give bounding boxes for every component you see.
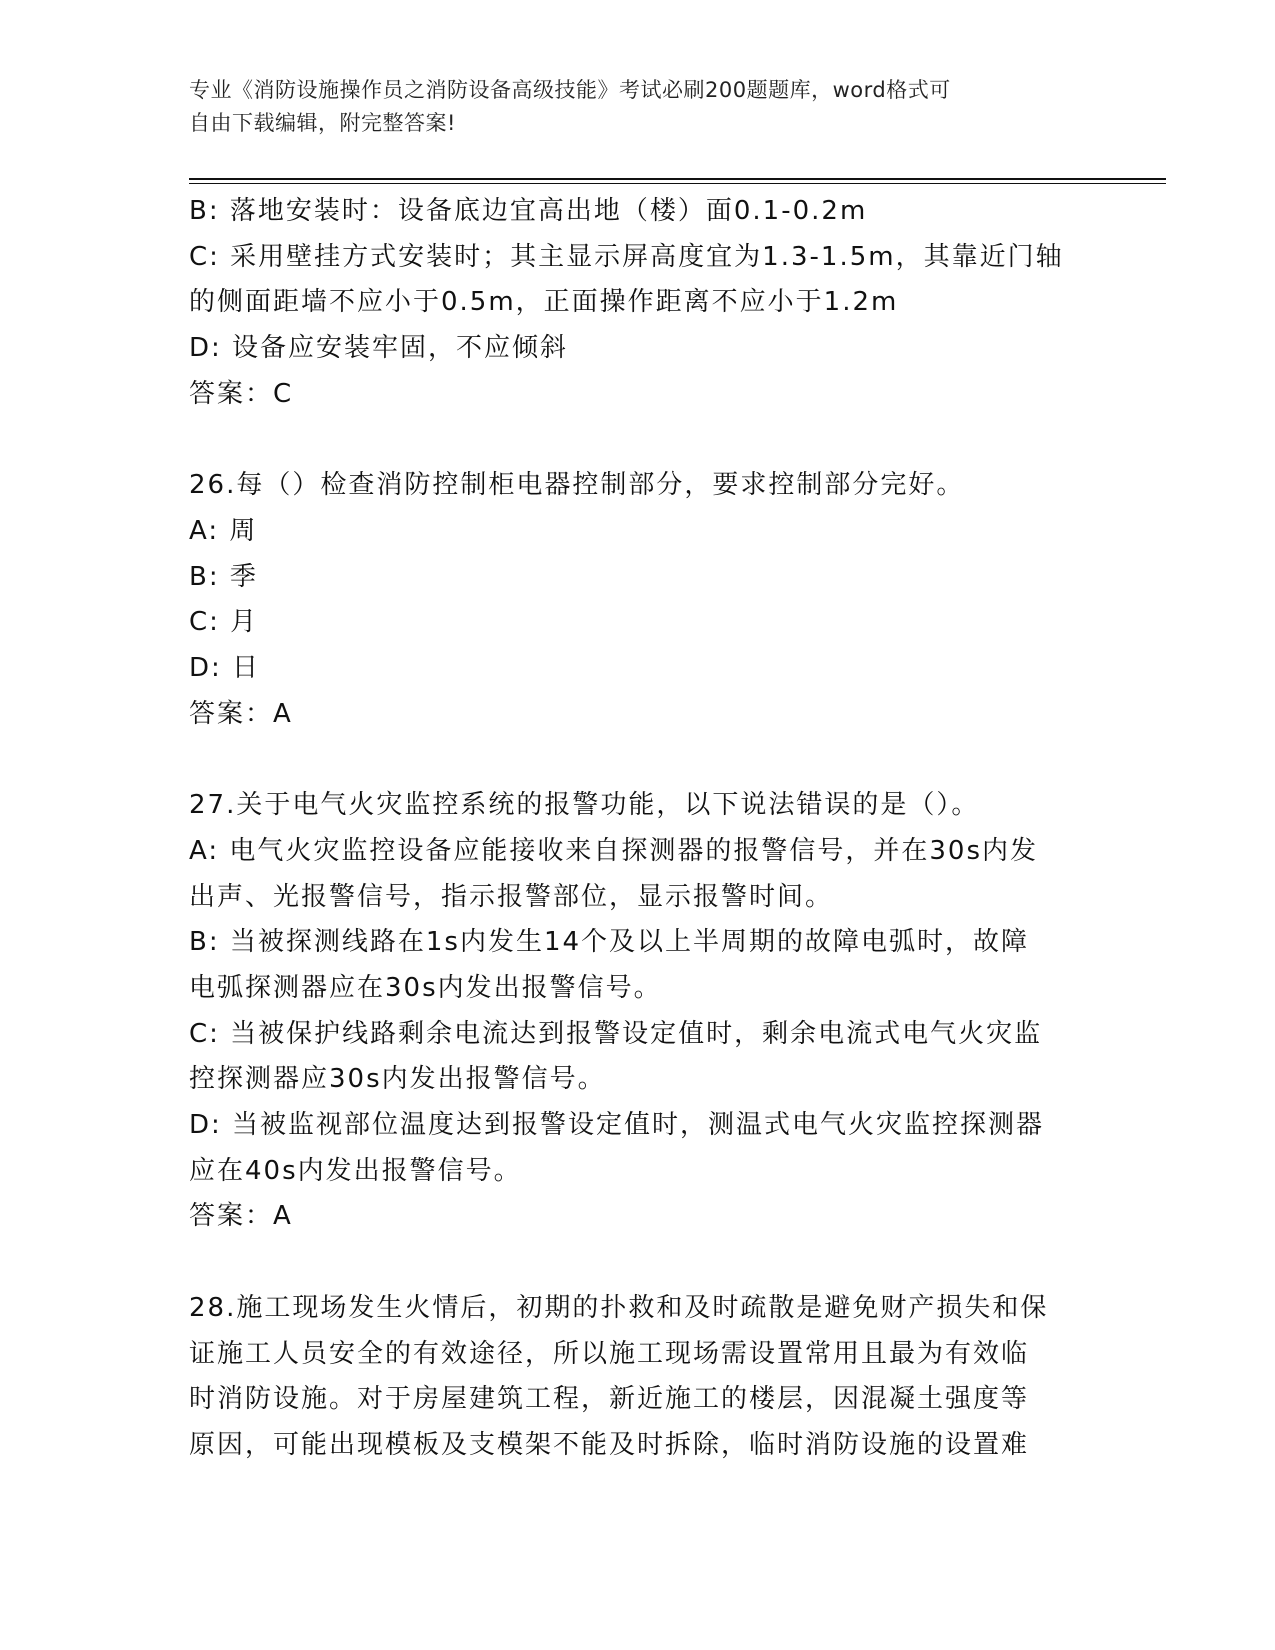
q28-question-line-4: 原因，可能出现模板及支模架不能及时拆除，临时消防设施的设置难	[189, 1429, 1030, 1460]
q26-option-b: B: 季	[189, 561, 258, 592]
q28-question-line-1: 28.施工现场发生火情后，初期的扑救和及时疏散是避免财产损失和保	[189, 1292, 1049, 1323]
q25-option-b: B: 落地安装时：设备底边宜高出地（楼）面0.1-0.2m	[189, 196, 868, 226]
header-line-2: 自由下载编辑，附完整答案!	[189, 111, 456, 135]
spacer	[189, 418, 1089, 464]
q26-question: 26.每（）检查消防控制柜电器控制部分，要求控制部分完好。	[189, 470, 965, 501]
q27-question: 27.关于电气火灾监控系统的报警功能，以下说法错误的是（）。	[189, 790, 980, 821]
spacer	[189, 1240, 1089, 1286]
header-divider-thin	[189, 183, 1166, 184]
q26-option-a: A: 周	[189, 515, 258, 546]
q25-option-c-line-1: C: 采用壁挂方式安装时；其主显示屏高度宜为1.3-1.5m，其靠近门轴	[189, 241, 1064, 272]
question-25-block	[189, 189, 1089, 418]
q27-option-c-line-1: C: 当被保护线路剩余电流达到报警设定值时，剩余电流式电气火灾监	[189, 1018, 1043, 1049]
q27-option-c-line-2: 控探测器应30s内发出报警信号。	[189, 1064, 606, 1095]
q25-option-c-line-2: 的侧面距墙不应小于0.5m，正面操作距离不应小于1.2m	[189, 287, 899, 318]
q27-option-a-line-2: 出声、光报警信号，指示报警部位，显示报警时间。	[189, 881, 834, 912]
q25-answer: 答案：C	[189, 378, 294, 409]
question-27-block	[189, 783, 1089, 1240]
q27-option-d-line-2: 应在40s内发出报警信号。	[189, 1155, 522, 1186]
q26-option-c: C: 月	[189, 607, 259, 638]
q27-option-a-line-1: A: 电气火灾监控设备应能接收来自探测器的报警信号，并在30s内发	[189, 835, 1038, 866]
q26-option-d: D: 日	[189, 653, 261, 684]
q26-answer: 答案：A	[189, 698, 293, 729]
question-28-block	[189, 1286, 1089, 1469]
q27-answer: 答案：A	[189, 1201, 293, 1232]
q28-question-line-2: 证施工人员安全的有效途径，所以施工现场需设置常用且最为有效临	[189, 1338, 1030, 1369]
header-line-1: 专业《消防设施操作员之消防设备高级技能》考试必刷200题题库，word格式可	[189, 78, 951, 102]
q27-option-b-line-1: B: 当被探测线路在1s内发生14个及以上半周期的故障电弧时，故障	[189, 927, 1030, 958]
question-26-block	[189, 463, 1089, 737]
q28-question-line-3: 时消防设施。对于房屋建筑工程，新近施工的楼层，因混凝土强度等	[189, 1384, 1030, 1415]
q25-option-d: D: 设备应安装牢固，不应倾斜	[189, 333, 569, 364]
document-body	[189, 189, 1089, 1469]
q27-option-d-line-1: D: 当被监视部位温度达到报警设定值时，测温式电气火灾监控探测器	[189, 1110, 1045, 1141]
q27-option-b-line-2: 电弧探测器应在30s内发出报警信号。	[189, 972, 662, 1003]
page-header	[189, 74, 1089, 140]
spacer	[189, 737, 1089, 783]
header-divider-thick	[189, 178, 1166, 180]
